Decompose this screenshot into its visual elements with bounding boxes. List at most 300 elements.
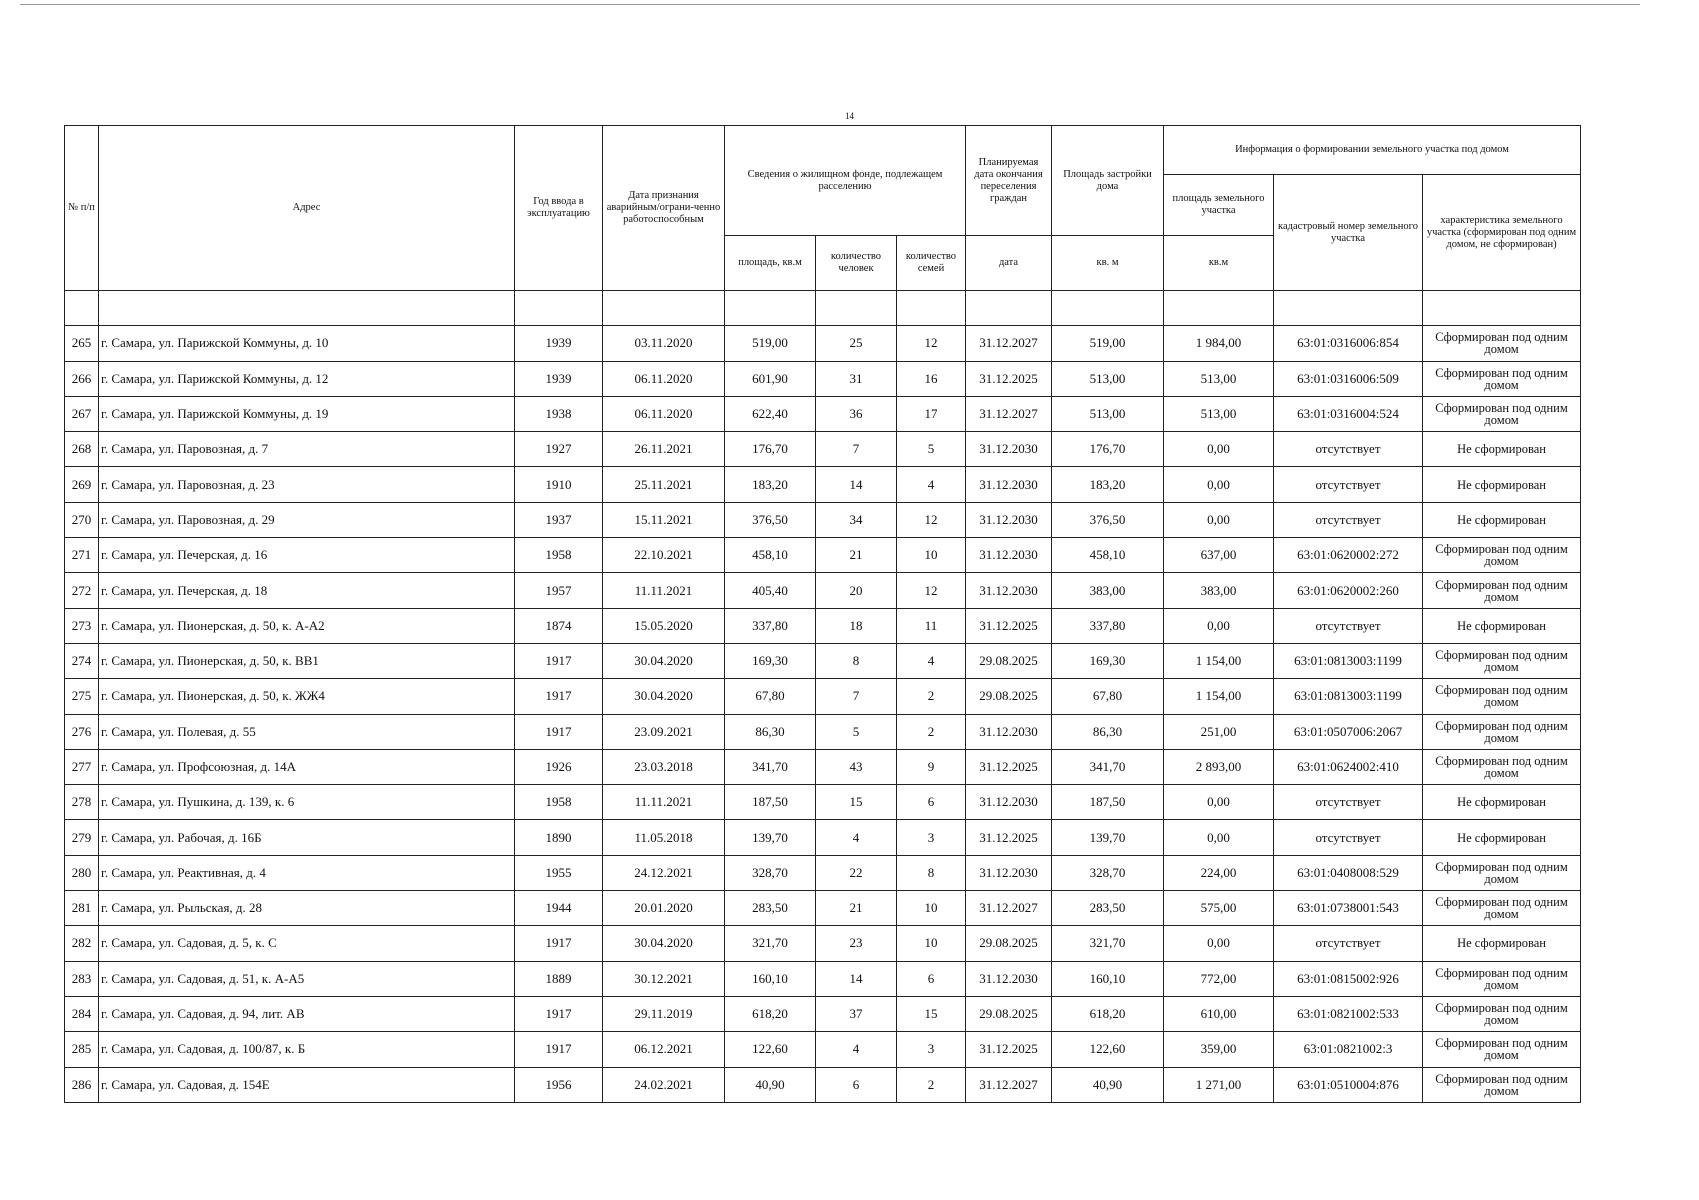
people-cell: 23 xyxy=(816,926,897,961)
row-number: 267 xyxy=(65,396,99,431)
area-cell: 122,60 xyxy=(725,1032,816,1067)
families-cell: 10 xyxy=(897,891,966,926)
header-families: количество семей xyxy=(897,236,966,291)
land-area-cell: 383,00 xyxy=(1164,573,1274,608)
table-row xyxy=(65,1032,1581,1067)
recognition-date-cell: 20.01.2020 xyxy=(603,891,725,926)
address-cell: г. Самара, ул. Парижской Коммуны, д. 19 xyxy=(99,396,515,431)
built-area-cell: 122,60 xyxy=(1052,1032,1164,1067)
land-characteristic-cell: Сформирован под одним домом xyxy=(1423,643,1581,678)
address-cell: г. Самара, ул. Садовая, д. 154Е xyxy=(99,1067,515,1102)
people-cell: 31 xyxy=(816,361,897,396)
area-cell: 169,30 xyxy=(725,643,816,678)
resettlement-date-cell: 31.12.2030 xyxy=(966,432,1052,467)
land-area-cell: 0,00 xyxy=(1164,432,1274,467)
header-land-group: Информация о формировании земельного участка под домом xyxy=(1164,126,1581,175)
cadastral-number-cell: 63:01:0316006:509 xyxy=(1274,361,1423,396)
cadastral-number-cell: отсутствует xyxy=(1274,502,1423,537)
scan-edge-line xyxy=(20,4,1640,5)
resettlement-date-cell: 31.12.2027 xyxy=(966,396,1052,431)
year-cell: 1917 xyxy=(515,679,603,714)
row-number: 266 xyxy=(65,361,99,396)
row-number: 269 xyxy=(65,467,99,502)
year-cell: 1957 xyxy=(515,573,603,608)
address-cell: г. Самара, ул. Профсоюзная, д. 14А xyxy=(99,749,515,784)
built-area-cell: 283,50 xyxy=(1052,891,1164,926)
row-number: 283 xyxy=(65,961,99,996)
people-cell: 22 xyxy=(816,855,897,890)
header-land-area: площадь земельного участка xyxy=(1164,175,1274,236)
built-area-cell: 328,70 xyxy=(1052,855,1164,890)
address-cell: г. Самара, ул. Печерская, д. 16 xyxy=(99,538,515,573)
year-cell: 1917 xyxy=(515,926,603,961)
area-cell: 405,40 xyxy=(725,573,816,608)
row-number: 286 xyxy=(65,1067,99,1102)
land-characteristic-cell: Сформирован под одним домом xyxy=(1423,1032,1581,1067)
row-number: 282 xyxy=(65,926,99,961)
cadastral-number-cell: 63:01:0624002:410 xyxy=(1274,749,1423,784)
address-cell: г. Самара, ул. Паровозная, д. 29 xyxy=(99,502,515,537)
area-cell: 187,50 xyxy=(725,785,816,820)
table-row xyxy=(65,926,1581,961)
table-row xyxy=(65,573,1581,608)
table-row xyxy=(65,643,1581,678)
table-row xyxy=(65,961,1581,996)
area-cell: 601,90 xyxy=(725,361,816,396)
address-cell: г. Самара, ул. Печерская, д. 18 xyxy=(99,573,515,608)
people-cell: 7 xyxy=(816,679,897,714)
built-area-cell: 341,70 xyxy=(1052,749,1164,784)
cadastral-number-cell: 63:01:0813003:1199 xyxy=(1274,643,1423,678)
resettlement-date-cell: 31.12.2030 xyxy=(966,961,1052,996)
land-characteristic-cell: Не сформирован xyxy=(1423,502,1581,537)
land-area-cell: 0,00 xyxy=(1164,785,1274,820)
recognition-date-cell: 06.12.2021 xyxy=(603,1032,725,1067)
built-area-cell: 160,10 xyxy=(1052,961,1164,996)
land-area-cell: 0,00 xyxy=(1164,502,1274,537)
built-area-cell: 183,20 xyxy=(1052,467,1164,502)
resettlement-date-cell: 31.12.2025 xyxy=(966,608,1052,643)
header-num: № п/п xyxy=(65,126,99,291)
people-cell: 25 xyxy=(816,326,897,361)
area-cell: 376,50 xyxy=(725,502,816,537)
cadastral-number-cell: 63:01:0510004:876 xyxy=(1274,1067,1423,1102)
header-characteristic: характеристика земельного участка (сформирован под одним домом, не сформирован) xyxy=(1423,175,1581,291)
address-cell: г. Самара, ул. Садовая, д. 5, к. С xyxy=(99,926,515,961)
area-cell: 328,70 xyxy=(725,855,816,890)
resettlement-date-cell: 31.12.2025 xyxy=(966,749,1052,784)
row-number: 270 xyxy=(65,502,99,537)
cadastral-number-cell: отсутствует xyxy=(1274,432,1423,467)
land-characteristic-cell: Не сформирован xyxy=(1423,820,1581,855)
land-characteristic-cell: Сформирован под одним домом xyxy=(1423,396,1581,431)
land-area-cell: 575,00 xyxy=(1164,891,1274,926)
header-people: количество человек xyxy=(816,236,897,291)
people-cell: 21 xyxy=(816,891,897,926)
recognition-date-cell: 11.11.2021 xyxy=(603,785,725,820)
year-cell: 1917 xyxy=(515,1032,603,1067)
cadastral-number-cell: 63:01:0821002:3 xyxy=(1274,1032,1423,1067)
recognition-date-cell: 30.04.2020 xyxy=(603,679,725,714)
built-area-cell: 383,00 xyxy=(1052,573,1164,608)
year-cell: 1927 xyxy=(515,432,603,467)
recognition-date-cell: 23.03.2018 xyxy=(603,749,725,784)
resettlement-date-cell: 31.12.2027 xyxy=(966,891,1052,926)
land-characteristic-cell: Сформирован под одним домом xyxy=(1423,361,1581,396)
land-characteristic-cell: Сформирован под одним домом xyxy=(1423,891,1581,926)
row-number: 278 xyxy=(65,785,99,820)
resettlement-date-cell: 31.12.2025 xyxy=(966,820,1052,855)
recognition-date-cell: 06.11.2020 xyxy=(603,361,725,396)
land-area-cell: 1 154,00 xyxy=(1164,679,1274,714)
address-cell: г. Самара, ул. Садовая, д. 100/87, к. Б xyxy=(99,1032,515,1067)
recognition-date-cell: 15.11.2021 xyxy=(603,502,725,537)
table-body xyxy=(65,291,1581,1103)
row-number: 280 xyxy=(65,855,99,890)
area-cell: 176,70 xyxy=(725,432,816,467)
families-cell: 12 xyxy=(897,326,966,361)
land-characteristic-cell: Не сформирован xyxy=(1423,785,1581,820)
header-year: Год ввода в эксплуатацию xyxy=(515,126,603,291)
resettlement-date-cell: 31.12.2030 xyxy=(966,714,1052,749)
area-cell: 40,90 xyxy=(725,1067,816,1102)
cadastral-number-cell: 63:01:0507006:2067 xyxy=(1274,714,1423,749)
year-cell: 1917 xyxy=(515,643,603,678)
people-cell: 4 xyxy=(816,1032,897,1067)
built-area-cell: 176,70 xyxy=(1052,432,1164,467)
area-cell: 183,20 xyxy=(725,467,816,502)
year-cell: 1939 xyxy=(515,361,603,396)
year-cell: 1910 xyxy=(515,467,603,502)
families-cell: 4 xyxy=(897,467,966,502)
resettlement-date-cell: 31.12.2030 xyxy=(966,855,1052,890)
header-cadastral: кадастровый номер земельного участка xyxy=(1274,175,1423,291)
recognition-date-cell: 24.12.2021 xyxy=(603,855,725,890)
land-area-cell: 251,00 xyxy=(1164,714,1274,749)
land-characteristic-cell: Сформирован под одним домом xyxy=(1423,679,1581,714)
header-area: площадь, кв.м xyxy=(725,236,816,291)
land-area-cell: 0,00 xyxy=(1164,608,1274,643)
area-cell: 618,20 xyxy=(725,996,816,1031)
year-cell: 1890 xyxy=(515,820,603,855)
recognition-date-cell: 03.11.2020 xyxy=(603,326,725,361)
row-number: 273 xyxy=(65,608,99,643)
table-row xyxy=(65,749,1581,784)
land-area-cell: 1 984,00 xyxy=(1164,326,1274,361)
address-cell: г. Самара, ул. Паровозная, д. 23 xyxy=(99,467,515,502)
families-cell: 5 xyxy=(897,432,966,467)
year-cell: 1939 xyxy=(515,326,603,361)
land-characteristic-cell: Не сформирован xyxy=(1423,608,1581,643)
land-area-cell: 637,00 xyxy=(1164,538,1274,573)
area-cell: 337,80 xyxy=(725,608,816,643)
built-area-cell: 519,00 xyxy=(1052,326,1164,361)
land-area-cell: 2 893,00 xyxy=(1164,749,1274,784)
address-cell: г. Самара, ул. Пионерская, д. 50, к. ЖЖ4 xyxy=(99,679,515,714)
people-cell: 36 xyxy=(816,396,897,431)
families-cell: 17 xyxy=(897,396,966,431)
address-cell: г. Самара, ул. Садовая, д. 51, к. А-А5 xyxy=(99,961,515,996)
area-cell: 86,30 xyxy=(725,714,816,749)
land-area-cell: 0,00 xyxy=(1164,467,1274,502)
header-housing-group: Сведения о жилищном фонде, подлежащем расселению xyxy=(725,126,966,236)
land-area-cell: 0,00 xyxy=(1164,820,1274,855)
emergency-housing-table xyxy=(64,125,1581,1103)
built-area-cell: 458,10 xyxy=(1052,538,1164,573)
area-cell: 321,70 xyxy=(725,926,816,961)
cadastral-number-cell: 63:01:0620002:272 xyxy=(1274,538,1423,573)
built-area-cell: 40,90 xyxy=(1052,1067,1164,1102)
header-spacer-row xyxy=(65,291,1581,326)
families-cell: 3 xyxy=(897,820,966,855)
year-cell: 1938 xyxy=(515,396,603,431)
cadastral-number-cell: отсутствует xyxy=(1274,608,1423,643)
recognition-date-cell: 30.12.2021 xyxy=(603,961,725,996)
resettlement-date-cell: 31.12.2025 xyxy=(966,361,1052,396)
people-cell: 15 xyxy=(816,785,897,820)
area-cell: 139,70 xyxy=(725,820,816,855)
families-cell: 2 xyxy=(897,1067,966,1102)
cadastral-number-cell: 63:01:0815002:926 xyxy=(1274,961,1423,996)
year-cell: 1958 xyxy=(515,785,603,820)
area-cell: 458,10 xyxy=(725,538,816,573)
year-cell: 1926 xyxy=(515,749,603,784)
resettlement-date-cell: 31.12.2030 xyxy=(966,502,1052,537)
land-area-cell: 610,00 xyxy=(1164,996,1274,1031)
resettlement-date-cell: 31.12.2027 xyxy=(966,326,1052,361)
families-cell: 10 xyxy=(897,926,966,961)
row-number: 276 xyxy=(65,714,99,749)
table-row xyxy=(65,855,1581,890)
row-number: 272 xyxy=(65,573,99,608)
address-cell: г. Самара, ул. Рыльская, д. 28 xyxy=(99,891,515,926)
row-number: 274 xyxy=(65,643,99,678)
table-row xyxy=(65,361,1581,396)
land-area-cell: 0,00 xyxy=(1164,926,1274,961)
recognition-date-cell: 15.05.2020 xyxy=(603,608,725,643)
people-cell: 37 xyxy=(816,996,897,1031)
address-cell: г. Самара, ул. Паровозная, д. 7 xyxy=(99,432,515,467)
recognition-date-cell: 30.04.2020 xyxy=(603,643,725,678)
built-area-cell: 139,70 xyxy=(1052,820,1164,855)
cadastral-number-cell: 63:01:0316004:524 xyxy=(1274,396,1423,431)
people-cell: 43 xyxy=(816,749,897,784)
header-date-recognized: Дата признания аварийным/ограни-ченно работоспособным xyxy=(603,126,725,291)
cadastral-number-cell: отсутствует xyxy=(1274,467,1423,502)
people-cell: 34 xyxy=(816,502,897,537)
land-characteristic-cell: Сформирован под одним домом xyxy=(1423,996,1581,1031)
year-cell: 1874 xyxy=(515,608,603,643)
year-cell: 1958 xyxy=(515,538,603,573)
resettlement-date-cell: 29.08.2025 xyxy=(966,679,1052,714)
year-cell: 1917 xyxy=(515,714,603,749)
people-cell: 14 xyxy=(816,467,897,502)
resettlement-date-cell: 31.12.2027 xyxy=(966,1067,1052,1102)
resettlement-date-cell: 29.08.2025 xyxy=(966,996,1052,1031)
cadastral-number-cell: отсутствует xyxy=(1274,785,1423,820)
row-number: 265 xyxy=(65,326,99,361)
year-cell: 1917 xyxy=(515,996,603,1031)
people-cell: 21 xyxy=(816,538,897,573)
land-area-cell: 513,00 xyxy=(1164,361,1274,396)
cadastral-number-cell: отсутствует xyxy=(1274,926,1423,961)
land-characteristic-cell: Сформирован под одним домом xyxy=(1423,961,1581,996)
table-row xyxy=(65,538,1581,573)
recognition-date-cell: 26.11.2021 xyxy=(603,432,725,467)
built-area-cell: 337,80 xyxy=(1052,608,1164,643)
built-area-cell: 376,50 xyxy=(1052,502,1164,537)
resettlement-date-cell: 29.08.2025 xyxy=(966,643,1052,678)
people-cell: 6 xyxy=(816,1067,897,1102)
header-built-area-unit: кв. м xyxy=(1052,236,1164,291)
land-characteristic-cell: Сформирован под одним домом xyxy=(1423,326,1581,361)
families-cell: 6 xyxy=(897,961,966,996)
built-area-cell: 321,70 xyxy=(1052,926,1164,961)
recognition-date-cell: 29.11.2019 xyxy=(603,996,725,1031)
table-row xyxy=(65,996,1581,1031)
built-area-cell: 86,30 xyxy=(1052,714,1164,749)
recognition-date-cell: 24.02.2021 xyxy=(603,1067,725,1102)
land-area-cell: 1 271,00 xyxy=(1164,1067,1274,1102)
address-cell: г. Самара, ул. Реактивная, д. 4 xyxy=(99,855,515,890)
families-cell: 3 xyxy=(897,1032,966,1067)
header-address: Адрес xyxy=(99,126,515,291)
land-area-cell: 359,00 xyxy=(1164,1032,1274,1067)
table-row xyxy=(65,891,1581,926)
families-cell: 8 xyxy=(897,855,966,890)
land-characteristic-cell: Сформирован под одним домом xyxy=(1423,538,1581,573)
resettlement-date-cell: 31.12.2025 xyxy=(966,1032,1052,1067)
people-cell: 4 xyxy=(816,820,897,855)
resettlement-date-cell: 31.12.2030 xyxy=(966,538,1052,573)
address-cell: г. Самара, ул. Парижской Коммуны, д. 10 xyxy=(99,326,515,361)
families-cell: 12 xyxy=(897,573,966,608)
families-cell: 16 xyxy=(897,361,966,396)
header-resettlement-date: дата xyxy=(966,236,1052,291)
row-number: 277 xyxy=(65,749,99,784)
people-cell: 14 xyxy=(816,961,897,996)
row-number: 271 xyxy=(65,538,99,573)
area-cell: 67,80 xyxy=(725,679,816,714)
families-cell: 2 xyxy=(897,679,966,714)
cadastral-number-cell: 63:01:0813003:1199 xyxy=(1274,679,1423,714)
people-cell: 18 xyxy=(816,608,897,643)
cadastral-number-cell: отсутствует xyxy=(1274,820,1423,855)
resettlement-date-cell: 29.08.2025 xyxy=(966,926,1052,961)
people-cell: 20 xyxy=(816,573,897,608)
address-cell: г. Самара, ул. Садовая, д. 94, лит. АВ xyxy=(99,996,515,1031)
resettlement-date-cell: 31.12.2030 xyxy=(966,785,1052,820)
cadastral-number-cell: 63:01:0408008:529 xyxy=(1274,855,1423,890)
year-cell: 1937 xyxy=(515,502,603,537)
families-cell: 9 xyxy=(897,749,966,784)
area-cell: 160,10 xyxy=(725,961,816,996)
built-area-cell: 513,00 xyxy=(1052,361,1164,396)
table-row xyxy=(65,502,1581,537)
area-cell: 519,00 xyxy=(725,326,816,361)
table-row xyxy=(65,467,1581,502)
address-cell: г. Самара, ул. Пионерская, д. 50, к. А-А2 xyxy=(99,608,515,643)
land-characteristic-cell: Сформирован под одним домом xyxy=(1423,749,1581,784)
address-cell: г. Самара, ул. Пионерская, д. 50, к. ВВ1 xyxy=(99,643,515,678)
year-cell: 1944 xyxy=(515,891,603,926)
cadastral-number-cell: 63:01:0821002:533 xyxy=(1274,996,1423,1031)
land-characteristic-cell: Не сформирован xyxy=(1423,467,1581,502)
address-cell: г. Самара, ул. Парижской Коммуны, д. 12 xyxy=(99,361,515,396)
area-cell: 283,50 xyxy=(725,891,816,926)
address-cell: г. Самара, ул. Полевая, д. 55 xyxy=(99,714,515,749)
recognition-date-cell: 30.04.2020 xyxy=(603,926,725,961)
cadastral-number-cell: 63:01:0316006:854 xyxy=(1274,326,1423,361)
recognition-date-cell: 23.09.2021 xyxy=(603,714,725,749)
land-characteristic-cell: Сформирован под одним домом xyxy=(1423,855,1581,890)
area-cell: 622,40 xyxy=(725,396,816,431)
land-area-cell: 224,00 xyxy=(1164,855,1274,890)
year-cell: 1955 xyxy=(515,855,603,890)
resettlement-date-cell: 31.12.2030 xyxy=(966,573,1052,608)
cadastral-number-cell: 63:01:0620002:260 xyxy=(1274,573,1423,608)
land-area-cell: 1 154,00 xyxy=(1164,643,1274,678)
header-land-area-unit: кв.м xyxy=(1164,236,1274,291)
built-area-cell: 513,00 xyxy=(1052,396,1164,431)
families-cell: 10 xyxy=(897,538,966,573)
land-area-cell: 772,00 xyxy=(1164,961,1274,996)
year-cell: 1889 xyxy=(515,961,603,996)
land-characteristic-cell: Не сформирован xyxy=(1423,926,1581,961)
row-number: 279 xyxy=(65,820,99,855)
table-row xyxy=(65,608,1581,643)
recognition-date-cell: 25.11.2021 xyxy=(603,467,725,502)
built-area-cell: 187,50 xyxy=(1052,785,1164,820)
row-number: 285 xyxy=(65,1032,99,1067)
row-number: 284 xyxy=(65,996,99,1031)
row-number: 281 xyxy=(65,891,99,926)
families-cell: 2 xyxy=(897,714,966,749)
families-cell: 12 xyxy=(897,502,966,537)
area-cell: 341,70 xyxy=(725,749,816,784)
land-characteristic-cell: Не сформирован xyxy=(1423,432,1581,467)
cadastral-number-cell: 63:01:0738001:543 xyxy=(1274,891,1423,926)
land-characteristic-cell: Сформирован под одним домом xyxy=(1423,573,1581,608)
families-cell: 6 xyxy=(897,785,966,820)
resettlement-date-cell: 31.12.2030 xyxy=(966,467,1052,502)
recognition-date-cell: 11.11.2021 xyxy=(603,573,725,608)
table-row xyxy=(65,396,1581,431)
recognition-date-cell: 06.11.2020 xyxy=(603,396,725,431)
families-cell: 11 xyxy=(897,608,966,643)
table-row xyxy=(65,820,1581,855)
table-row xyxy=(65,1067,1581,1102)
table-row xyxy=(65,432,1581,467)
families-cell: 4 xyxy=(897,643,966,678)
row-number: 268 xyxy=(65,432,99,467)
built-area-cell: 618,20 xyxy=(1052,996,1164,1031)
address-cell: г. Самара, ул. Пушкина, д. 139, к. 6 xyxy=(99,785,515,820)
families-cell: 15 xyxy=(897,996,966,1031)
header-built-area: Площадь застройки дома xyxy=(1052,126,1164,236)
land-area-cell: 513,00 xyxy=(1164,396,1274,431)
recognition-date-cell: 22.10.2021 xyxy=(603,538,725,573)
people-cell: 7 xyxy=(816,432,897,467)
land-characteristic-cell: Сформирован под одним домом xyxy=(1423,714,1581,749)
page-number: 14 xyxy=(845,111,854,121)
address-cell: г. Самара, ул. Рабочая, д. 16Б xyxy=(99,820,515,855)
header-resettlement: Планируемая дата окончания переселения граждан xyxy=(966,126,1052,236)
recognition-date-cell: 11.05.2018 xyxy=(603,820,725,855)
table-row xyxy=(65,714,1581,749)
people-cell: 5 xyxy=(816,714,897,749)
people-cell: 8 xyxy=(816,643,897,678)
